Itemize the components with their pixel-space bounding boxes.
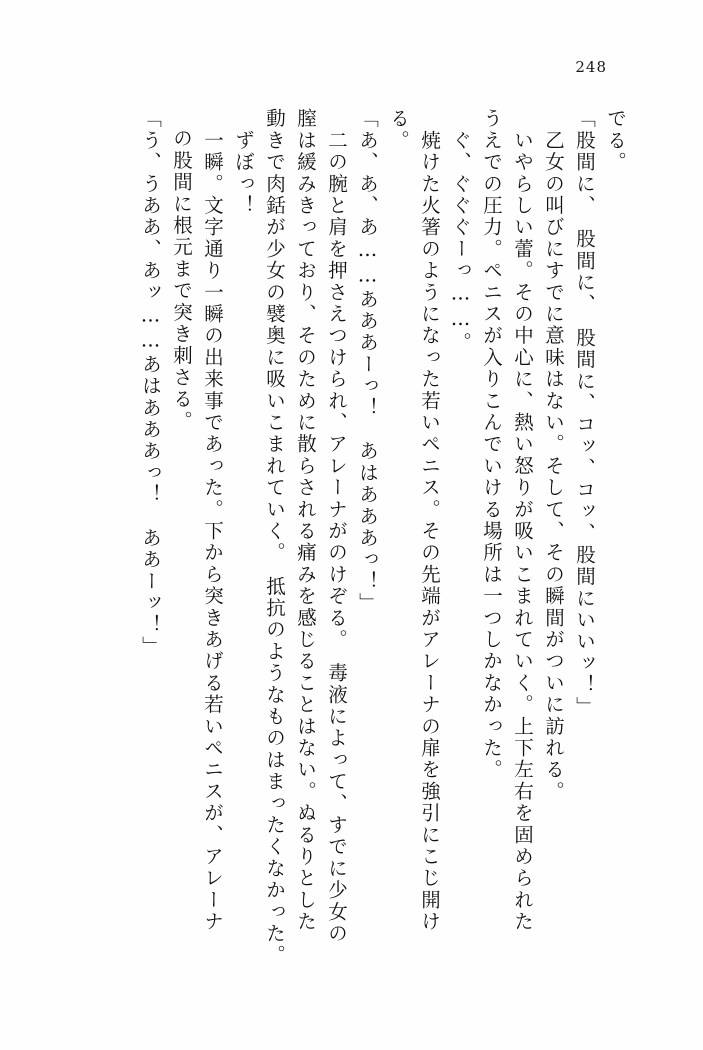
- text-column: 「股間に、 股間に、 股間に、コッ、コッ、股間にいいッ！」: [573, 108, 596, 718]
- text-column: 動きで肉銛が少女の襞奥に吸いこまれていく。 抵抗のようなものはまったくなかった。: [263, 108, 286, 967]
- text-column: 二の腕と肩を押さえつけられ、アレーナがのけぞる。 毒液によって、すでに少女の: [325, 108, 348, 945]
- text-column: 「あ、あ、あ……あああーっ！ あはあああっ！」: [356, 108, 379, 615]
- text-column: ずぼっ！: [232, 108, 255, 217]
- text-column: いやらしい蕾。その中心に、熱い怒りが吸いこまれていく。上下左右を固められた: [511, 108, 534, 933]
- text-column: でる。: [604, 108, 627, 174]
- text-column: ぐ、ぐぐぐーっ……。: [449, 108, 472, 354]
- text-column: 乙女の叫びにすでに意味はない。そして、その瞬間がついに訪れる。: [542, 108, 565, 803]
- text-column: 一瞬。文字通り一瞬の出来事であった。下から突きあげる若いペニスが、アレーナ: [201, 108, 224, 933]
- vertical-text-body: [62, 108, 625, 988]
- text-column: 「う、うああ、あッ……あはあああっ！ ああーッ！」: [139, 108, 162, 658]
- text-column: る。: [387, 108, 410, 152]
- page-number: 248: [575, 58, 607, 76]
- text-column: の股間に根元まで突き刺さる。: [170, 128, 193, 432]
- text-column: 焼けた火箸のようになった若いペニス。その先端がアレーナの扉を強引にこじ開け: [418, 108, 441, 933]
- text-column: 膣は緩みきっており、そのために散らされる痛みを感じることはない。ぬるりとした: [294, 108, 317, 933]
- text-column: うえでの圧力。ペニスが入りこんでいける場所は一つしかなかった。: [480, 108, 503, 781]
